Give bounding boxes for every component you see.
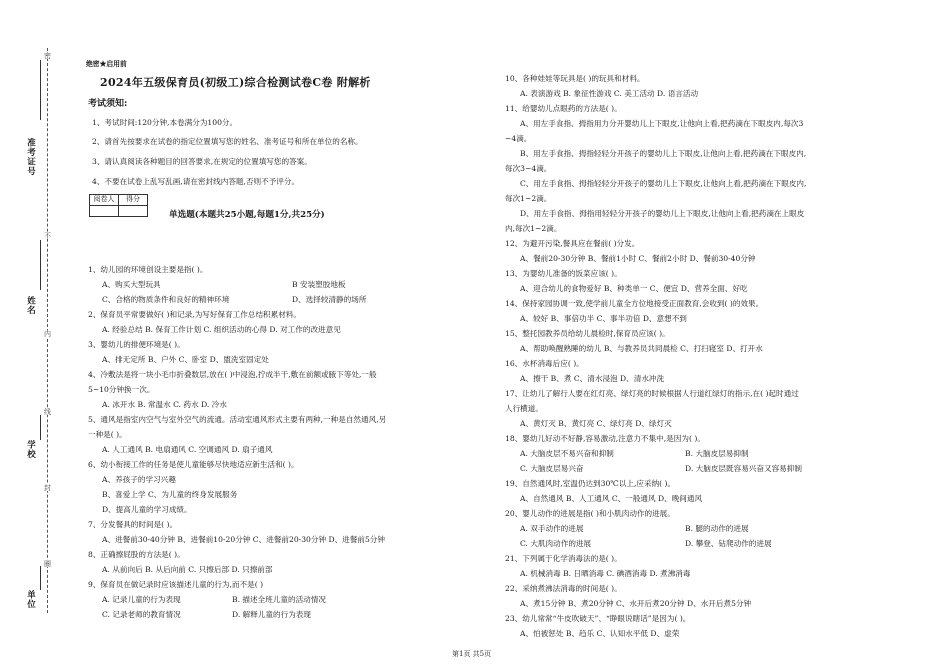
option: D. 攀登、钻爬动作的进展 [685,539,772,548]
question: 2、保育员平常要做好( )和记录,为写好保育工作总结积累材料。 [88,310,302,319]
question: 20、婴儿动作的进展是指( )和小肌肉动作的进展。 [505,509,675,518]
binding-margin [0,0,70,671]
question: 16、水杯消毒后应( )。 [505,359,584,368]
option: D、选择较清静的场所 [292,295,367,304]
question: 4、冷敷法是将一块小毛巾折叠数层,放在( )中浸泡,拧成半干,敷在前额或腋下等处,一般 [88,370,377,379]
question: 19、自然通风时,室温仍达到30℃以上,应采纳( )。 [505,479,676,488]
option-row: A、黄灯灭 B、黄灯亮 C、绿灯亮 D、绿灯灭 [520,419,672,428]
seal-mark: 密 [43,52,52,59]
option-cont: 每次1~2滴。 [505,194,552,203]
option: B 安装塑胶地板 [292,280,346,289]
question: 23、幼儿常常“牛皮吹破天”、“睁眼说瞎话”是因为( )。 [505,614,691,623]
option: B. 腿的动作的进展 [685,524,749,533]
name-label: 姓名 [25,296,36,315]
score-blank[interactable] [119,206,148,217]
option: D. 大脑皮层既容易兴奋又容易抑制 [685,464,802,473]
secret-mark: 绝密★启用前 [86,60,127,68]
school-label: 学校 [25,440,36,459]
option: A、养孩子的学习兴趣 [102,475,176,484]
option-row: A. 冰开水 B. 常温水 C. 药水 D. 冷水 [102,400,227,409]
option: A. 大脑皮层不易兴奋和抑制 [520,449,614,458]
option-row: A. 经验总结 B. 保育工作计划 C. 组织活动的心得 D. 对工作的改进意见 [102,325,341,334]
question: 14、保持家园协调一致,使学前儿童全方位地接受正面教育,会收到( )的效果。 [505,299,764,308]
score-table [89,194,148,217]
question: 15、整托园教养员给幼儿晨检时,保育员应该( )。 [505,329,670,338]
option-row: A、怕被惩处 B、趋乐 C、认知水平低 D、虚荣 [520,629,680,638]
option: A. 双手动作的进展 [520,524,584,533]
question: 6、幼小衔接工作的任务是使儿童能够尽快地适应新生活和( )。 [88,460,299,469]
option-row: A、帮助唤醒熟睡的幼儿 B、与教养员共同晨检 C、打扫寝室 D、打开水 [520,344,763,353]
school-underline [40,415,41,440]
option-row: A、自然通风 B、人工通风 C、一般通风 D、晚间通风 [520,494,703,503]
option: C、用左手食指、拇指轻轻分开孩子的婴幼儿上下眼皮,让他向上看,把药滴在下眼皮内, [520,179,807,188]
page-title: 2024年五级保育员(初级工)综合检测试卷C卷 附解析 [100,76,371,89]
grader-blank[interactable] [90,206,119,217]
question: 7、分发餐具的时间是( )。 [88,520,178,529]
notice-item: 2、请首先按要求在试卷的指定位置填写您的姓名、准考证号和所在单位的名称。 [92,137,363,146]
question: 1、幼儿园的环境创设主要是指( )。 [88,265,208,274]
option: B. 描述全班儿童的活动情况 [232,595,326,604]
section-title: 单选题(本题共25小题,每题1分,共25分) [169,210,325,220]
name-underline [40,240,41,290]
option-row: A、排无定所 B、户外 C、卧室 D、盥洗室固定处 [102,355,269,364]
unit-underline [40,566,41,590]
option-row: A. 机械消毒 B. 日晒消毒 C. 碘酒消毒 D. 煮沸消毒 [520,569,691,578]
exam-no-label: 准考证号 [25,138,36,176]
question: 12、为避开污染,餐具应在餐前( )分发。 [505,239,640,248]
option: D、用左手食指、拇指用轻轻分开孩子的婴幼儿上下眼皮,让他向上看,把药滴在上眼皮 [520,209,805,218]
question: 18、婴幼儿好动不好静,容易激动,注意力不集中,是因为( )。 [505,434,705,443]
score-cell: 得分 [119,195,148,206]
notice-item: 1、考试时间:120分钟,本卷满分为100分。 [92,118,238,127]
option: C. 大脑皮层易兴奋 [520,464,584,473]
question: 10、各种娃娃等玩具是( )的玩具和材料。 [505,74,645,83]
option: B、用左手食指、拇指轻轻分开孩子的婴幼儿上下眼皮,让他向上看,把药滴在下眼皮内, [520,149,807,158]
option: A. 记录儿童的行为表现 [102,595,181,604]
option-row: A. 人工通风 B. 电扇通风 C. 空调通风 D. 扇子通风 [102,445,273,454]
option: B、喜爱上学 C、为儿童的终身发展服务 [102,490,238,499]
seal-mark: 线 [43,408,52,415]
question: 8、正确擦屁股的方法是( )。 [88,550,185,559]
unit-label: 单位 [25,590,36,609]
question: 11、给婴幼儿点眼药的方法是( )。 [505,104,622,113]
option-row: A. 从前向后 B. 从后向前 C. 只擦后部 D. 只擦前部 [102,565,273,574]
option-row: A、较好 B、事倍功半 C、事半功倍 D、意想不到 [520,314,687,323]
question-cont: 一种是( )。 [88,430,127,439]
notice-item: 3、请认真阅读各种题目的回答要求,在规定的位置填写您的答案。 [92,157,312,166]
question: 5、通风是指室内空气与室外空气的流通。活动室通风形式主要有两种,一种是自然通风,另 [88,415,387,424]
question-cont: 5~10分钟换一次。 [88,385,155,394]
option: A、购买大型玩具 [102,280,161,289]
question: 9、保育员在做记录时应该描述儿童的行为,而不是( ) [88,580,264,589]
option-row: A. 表演游戏 B. 象征性游戏 C. 美工活动 D. 语言活动 [520,89,699,98]
option-cont: ~4滴。 [505,134,532,143]
option: D. 解释儿童的行为表现 [232,610,311,619]
notice-heading: 考试须知: [88,99,128,109]
exam-no-underline [40,60,41,120]
option-row: A、进餐前30-40分钟 B、进餐前10-20分钟 C、进餐前20-30分钟 D、进餐前5分钟 [102,535,385,544]
question-cont: 人行横道。 [505,404,543,413]
question: 17、让幼儿了解行人要在红灯亮、绿灯亮的时候根据人行道红绿灯的指示,在( )起时通过 [505,389,799,398]
option: A、用左手食指、拇指用力分开婴幼儿上下眼皮,让他向上看,把药滴在下眼皮内,每次3 [520,119,804,128]
question: 3、婴幼儿的排便环境是( )。 [88,340,185,349]
seal-mark: 不 [43,232,52,239]
option: B. 大脑皮层易抑制 [685,449,749,458]
option: C. 记录老师的教育情况 [102,610,181,619]
page-number: 第1页 共5页 [452,650,492,658]
option-row: A、迎合幼儿的食物爱好 B、种类单一 C、便宜 D、营养全面、好吃 [520,284,748,293]
option: C. 大肌肉动作的进展 [520,539,592,548]
notice-item: 4、不要在试卷上乱写乱画,请在密封线内答题,否则不予评分。 [92,177,300,186]
seal-mark: 内 [43,330,52,337]
option-cont: 内,每次1~2滴。 [505,224,562,233]
option-row: A、餐前20-30分钟 B、餐前1小时 C、餐前2小时 D、餐前30-40分钟 [520,254,756,263]
seal-mark: 圈 [43,560,52,567]
grader-cell: 阅卷人 [90,195,119,206]
seal-mark: 封 [43,484,52,491]
option: C、合格的物质条件和良好的精神环境 [102,295,230,304]
option-cont: 每次3~4滴。 [505,164,552,173]
question: 22、采纳煮沸法消毒的时间是( )。 [505,584,622,593]
question: 21、下列属于化学消毒法的是( )。 [505,554,622,563]
option-row: A、擦干 B、煮 C、清水浸泡 D、清水冲洗 [520,374,665,383]
question: 13、为婴幼儿准备的饭菜应该( )。 [505,269,622,278]
option-row: A、煮15分钟 B、煮20分钟 C、水开后煮20分钟 D、水开后煮5分钟 [520,599,752,608]
option: D、提高儿童的学习成绩。 [102,505,192,514]
